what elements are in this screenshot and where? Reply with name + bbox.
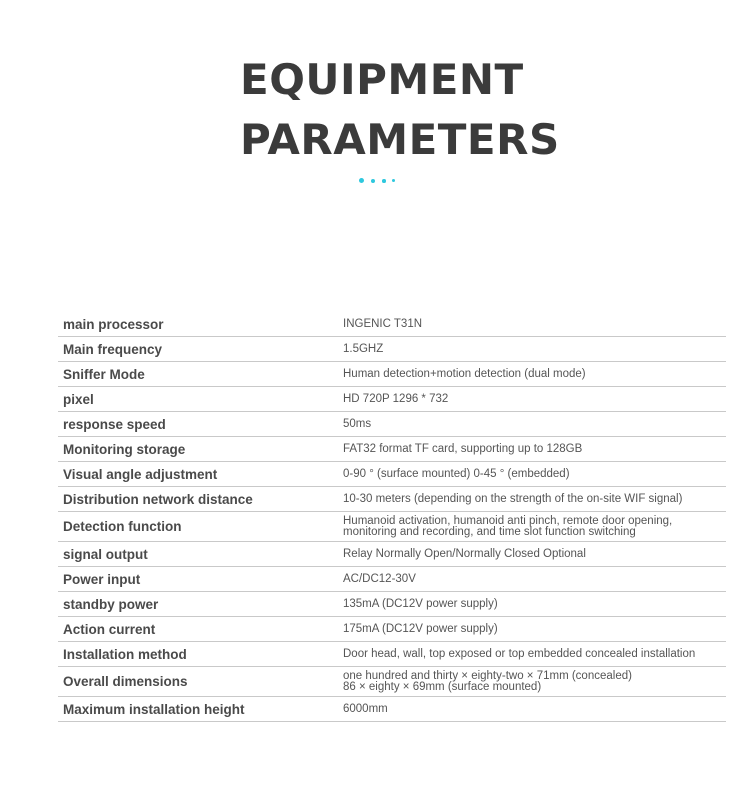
param-label: pixel xyxy=(63,391,94,407)
param-row xyxy=(58,592,726,617)
param-value-line: 10-30 meters (depending on the strength of the on-site WIF signal) xyxy=(343,492,683,505)
param-value xyxy=(343,419,726,430)
page-title xyxy=(240,50,560,170)
param-value-line: Door head, wall, top exposed or top embedded concealed installation xyxy=(343,647,696,660)
param-value-line: 175mA (DC12V power supply) xyxy=(343,622,498,635)
param-row xyxy=(58,617,726,642)
parameters-table xyxy=(58,312,726,722)
param-value xyxy=(343,494,726,505)
param-row xyxy=(58,337,726,362)
param-value-line: AC/DC12-30V xyxy=(343,572,416,585)
param-value xyxy=(343,649,726,660)
dot-icon xyxy=(359,178,364,183)
title-line-1: EQUIPMENT xyxy=(240,55,524,104)
param-value-line: one hundred and thirty × eighty-two × 71mm (concealed) xyxy=(343,669,632,682)
param-value xyxy=(343,516,726,538)
param-value xyxy=(343,624,726,635)
param-row xyxy=(58,512,726,542)
param-label: Main frequency xyxy=(63,341,163,357)
param-row xyxy=(58,412,726,437)
param-value xyxy=(343,344,726,355)
param-label: Sniffer Mode xyxy=(63,366,145,382)
param-label: Power input xyxy=(63,571,141,587)
param-label: Action current xyxy=(63,621,156,637)
param-value xyxy=(343,469,726,480)
param-label: standby power xyxy=(63,596,159,612)
param-row xyxy=(58,362,726,387)
param-row xyxy=(58,542,726,567)
param-value-line: Relay Normally Open/Normally Closed Optional xyxy=(343,547,586,560)
dot-icon xyxy=(382,179,386,183)
param-row xyxy=(58,387,726,412)
param-label: Distribution network distance xyxy=(63,491,253,507)
param-value-line: FAT32 format TF card, supporting up to 128GB xyxy=(343,442,583,455)
param-label: Maximum installation height xyxy=(63,701,245,717)
dot-icon xyxy=(392,179,395,182)
param-value xyxy=(343,671,726,693)
param-value-line: HD 720P 1296 * 732 xyxy=(343,392,449,405)
param-label: Visual angle adjustment xyxy=(63,466,218,482)
param-label: response speed xyxy=(63,416,166,432)
param-row xyxy=(58,667,726,697)
param-value-line: 135mA (DC12V power supply) xyxy=(343,597,498,610)
param-row xyxy=(58,462,726,487)
param-value xyxy=(343,549,726,560)
param-label: Detection function xyxy=(63,519,182,534)
param-label: main processor xyxy=(63,316,164,332)
param-value-line: Human detection+motion detection (dual mode) xyxy=(343,367,586,380)
param-value-line: 86 × eighty × 69mm (surface mounted) xyxy=(343,680,542,693)
param-value xyxy=(343,599,726,610)
param-value-line: monitoring and recording, and time slot function switching xyxy=(343,525,636,538)
param-row xyxy=(58,567,726,592)
param-label: Installation method xyxy=(63,646,187,662)
title-line-2: PARAMETERS xyxy=(240,115,560,164)
param-value-line: 0-90 ° (surface mounted) 0-45 ° (embedded) xyxy=(343,467,570,480)
param-value xyxy=(343,369,726,380)
param-value xyxy=(343,394,726,405)
param-row xyxy=(58,437,726,462)
param-label: signal output xyxy=(63,546,148,562)
param-row xyxy=(58,642,726,667)
param-value xyxy=(343,319,726,330)
param-value-line: 1.5GHZ xyxy=(343,342,384,355)
param-row xyxy=(58,487,726,512)
param-row xyxy=(58,697,726,722)
param-row xyxy=(58,312,726,337)
param-value xyxy=(343,704,726,715)
param-label: Overall dimensions xyxy=(63,674,188,689)
param-value-line: 6000mm xyxy=(343,702,388,715)
param-label: Monitoring storage xyxy=(63,441,186,457)
param-value-line: INGENIC T31N xyxy=(343,317,423,330)
param-value xyxy=(343,574,726,585)
param-value-line: 50ms xyxy=(343,417,372,430)
dot-icon xyxy=(371,179,375,183)
param-value xyxy=(343,444,726,455)
param-value-line: Humanoid activation, humanoid anti pinch, remote door opening, xyxy=(343,514,673,527)
